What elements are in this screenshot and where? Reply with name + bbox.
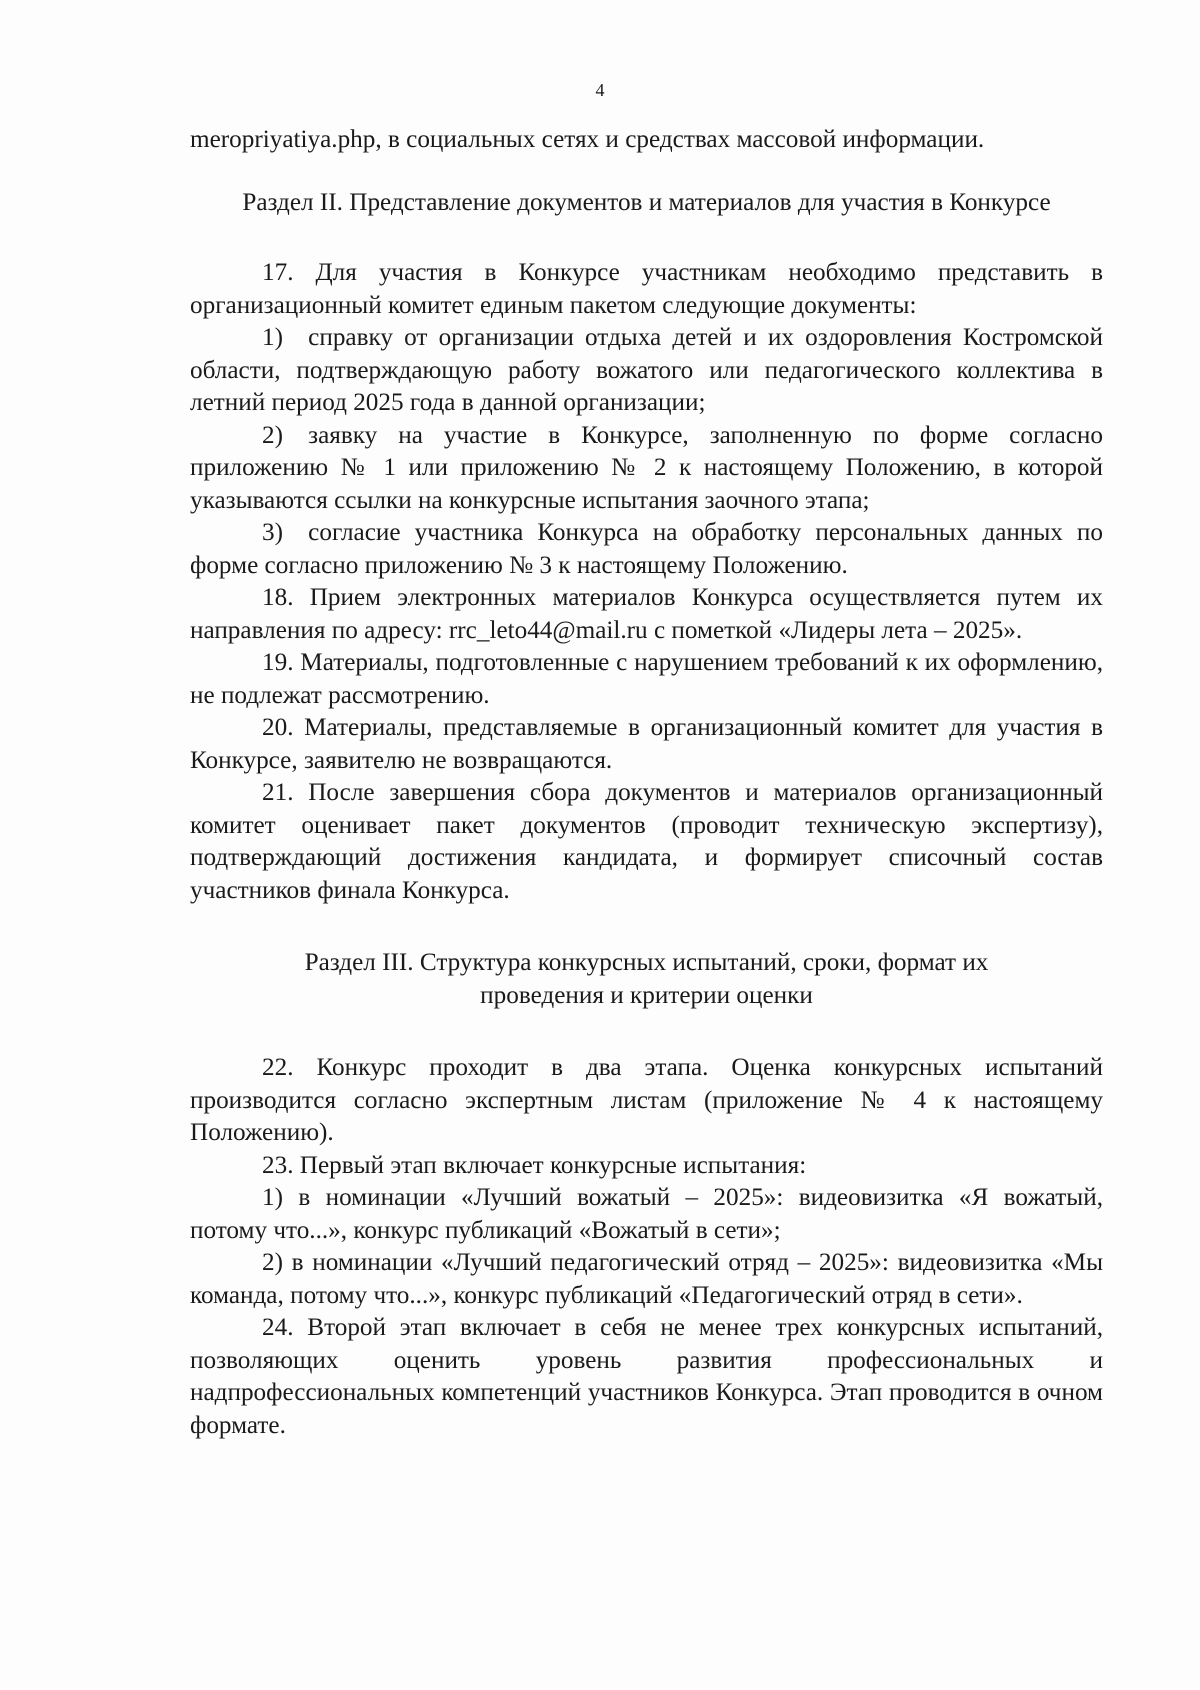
section-2-heading: Раздел II. Представление документов и материалов для участия в Конкурсе: [242, 188, 1051, 216]
paragraph-22: 22. Конкурс проходит в два этапа. Оценка конкурсных испытаний производится согласно экспертным листам (приложение № 4 к настоящему Положению).: [190, 1054, 1103, 1146]
list-item-17-2: 2) заявку на участие в Конкурсе, заполненную по форме согласно приложению № 1 или приложению № 2 к настоящему Положению, в которой указываются ссылки на конкурсные испытания заочного этапа;: [190, 421, 1103, 514]
page-number: 4: [595, 80, 605, 100]
paragraph-19: 19. Материалы, подготовленные с нарушением требований к их оформлению, не подлежат рассмотрению.: [190, 649, 1103, 709]
list-item-17-1: 1) справку от организации отдыха детей и их оздоровления Костромской области, подтверждающую работу вожатого или педагогического коллектива в летний период 2025 года в данной организации;: [190, 324, 1103, 416]
paragraph-23: 23. Первый этап включает конкурсные испытания:: [262, 1151, 807, 1179]
list-item-17-3: 3) согласие участника Конкурса на обработку персональных данных по форме согласно приложению № 3 к настоящему Положению.: [190, 519, 1103, 579]
section-3-heading-line-2: проведения и критерии оценки: [480, 981, 813, 1009]
paragraph-21: 21. После завершения сбора документов и материалов организационный комитет оценивает пакет документов (проводит техническую экспертизу), подтверждающий достижения кандидата, и формирует списочный состав участников финала Конкурса.: [190, 779, 1103, 904]
paragraph-18: 18. Прием электронных материалов Конкурса осуществляется путем их направления по адресу: rrc_leto44@mail.ru с пометкой «Лидеры лета – 2025».: [190, 584, 1103, 644]
paragraph-24: 24. Второй этап включает в себя не менее трех конкурсных испытаний, позволяющих оценить уровень развития профессиональных и надпрофессиональных компетенций участников Конкурса. Этап проводится в очном формате.: [190, 1314, 1103, 1439]
paragraph-17: 17. Для участия в Конкурсе участникам необходимо представить в организационный комитет единым пакетом следующие документы:: [190, 259, 1103, 319]
list-item-23-1: 1) в номинации «Лучший вожатый – 2025»: видеовизитка «Я вожатый, потому что...», конкурс публикаций «Вожатый в сети»;: [190, 1184, 1103, 1244]
list-item-23-2: 2) в номинации «Лучший педагогический отряд – 2025»: видеовизитка «Мы команда, потому что...», конкурс публикаций «Педагогический отряд в сети».: [190, 1249, 1103, 1309]
document-body: [190, 124, 1103, 1442]
paragraph-20: 20. Материалы, представляемые в организационный комитет для участия в Конкурсе, заявителю не возвращаются.: [190, 714, 1103, 774]
intro-continuation: meropriyatiya.php, в социальных сетях и средствах массовой информации.: [190, 126, 985, 153]
section-3-heading-line-1: Раздел III. Структура конкурсных испытаний, сроки, формат их: [304, 949, 989, 976]
